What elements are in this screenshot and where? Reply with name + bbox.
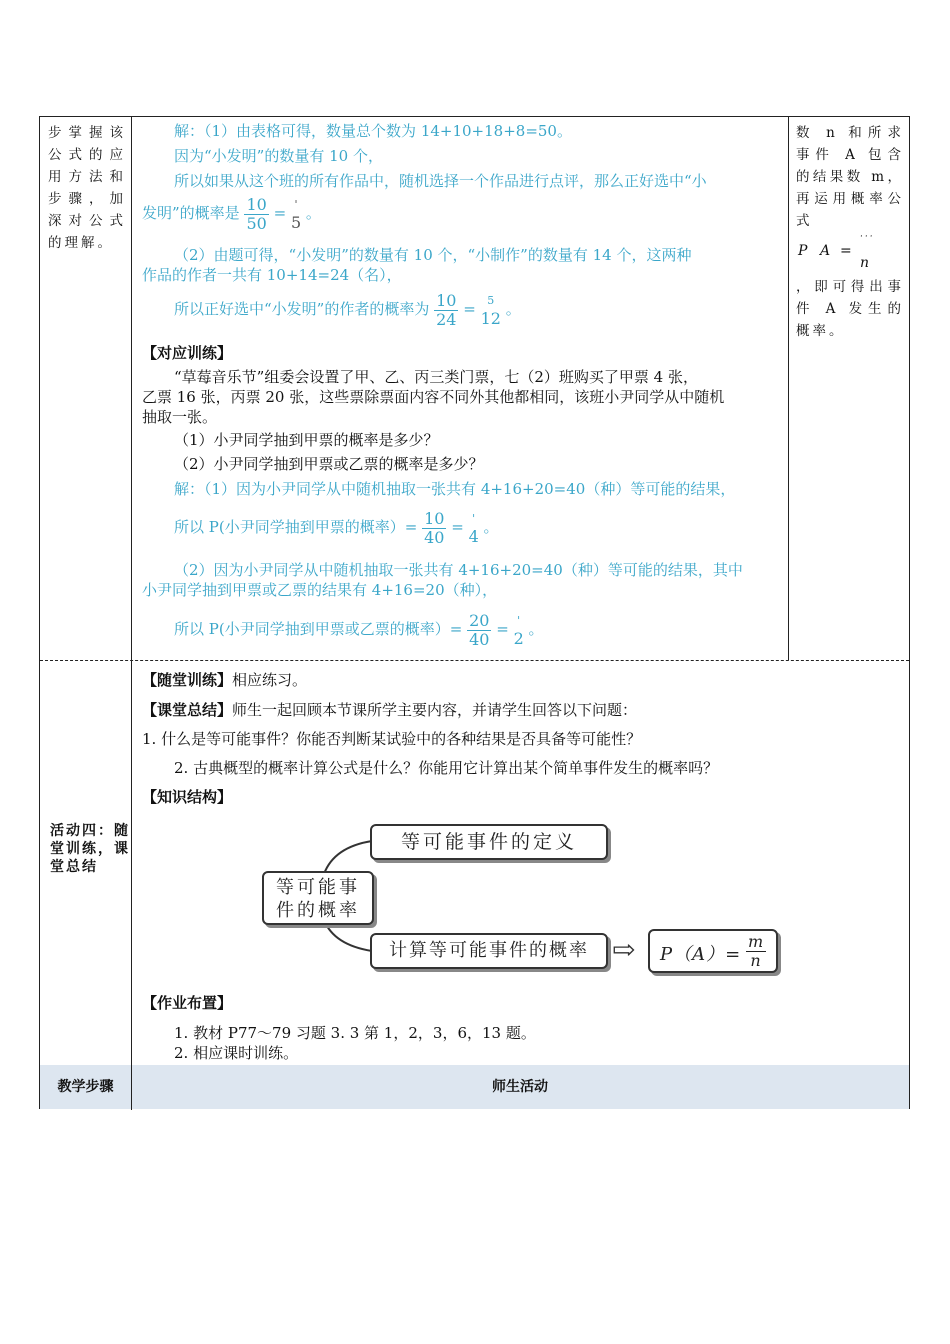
knowledge-mindmap [254,817,794,982]
header-teaching-steps: 教学步骤 [57,1079,114,1095]
homework-1: 1. 教材 P77～79 习题 3. 3 第 1，2，3，6，13 题。 [174,1024,536,1042]
training-a1: 解：（1）因为小尹同学从中随机抽取一张共有 4+16+20=40（种）等可能的结果， [174,480,736,498]
training-a2: 所以 P(小尹同学抽到甲票的概率）= $\frac{10}{40}$ = ' 4 。 [174,508,499,547]
training-title: 【对应训练】 [142,344,233,362]
divider-left [131,117,132,1110]
solution-line-3: 所以如果从这个班的所有作品中，随机选择一个作品进行点评，那么正好选中“小 [174,172,707,190]
header-teacher-student-activities: 师生活动 [492,1079,548,1095]
mindmap-top-node: 等可能事件的定义 [370,824,608,860]
fraction-result-4: ' 2 [513,614,524,648]
fraction-result-2: 5 12 [480,294,501,328]
fraction-result-3: ' 4 [468,512,479,546]
activity4-title: 活动四：随堂训练，课堂总结 [50,823,130,875]
fraction-10-24: $\frac{10}{24}$ [436,290,457,329]
solution-line-4: 发明”的概率是 $\frac{10}{50}$ = ' 5 。 [142,194,321,233]
training-a4: 小尹同学抽到甲票或乙票的结果有 4+16=20（种）， [142,581,498,599]
practice-line: 【随堂训练】相应练习。 [142,671,308,689]
mindmap-center-node: 等可能事 件的概率 [262,871,374,925]
summary-q2: 2. 古典概型的概率计算公式是什么？你能用它计算出某个简单事件发生的概率吗？ [174,759,719,777]
divider-right [788,117,789,660]
homework-2: 2. 相应课时训练。 [174,1044,299,1062]
homework-label: 【作业布置】 [142,994,233,1012]
right-note-formula: P A = ··· n [798,232,875,271]
structure-label: 【知识结构】 [142,788,233,806]
solution-line-6: 作品的作者一共有 10+14=24（名）， [142,266,402,284]
formula-fraction: $\frac{m}{n}$ [748,932,765,970]
table-header-row [40,1065,909,1109]
summary-line: 【课堂总结】师生一起回顾本节课所学主要内容，并请学生回答以下问题： [142,701,638,719]
training-q4: （1）小尹同学抽到甲票的概率是多少？ [174,431,439,449]
fraction-20-40: $\frac{20}{40}$ [469,610,490,649]
training-q1: “草莓音乐节”组委会设置了甲、乙、丙三类门票，七（2）班购买了甲票 4 张， [174,368,698,386]
header-divider [131,1065,132,1109]
fraction-10-50: $\frac{10}{50}$ [246,194,267,233]
right-note: 数 n 和所求事件 A 包含的结果数 m，再运用概率公式 P A = ··· n ，即可得出事件 A 发生的概率。 [796,125,904,339]
lesson-table [39,116,910,1109]
row-divider-dashed [40,660,909,661]
solution-line-2: 因为“小发明”的数量有 10 个， [174,147,383,165]
mindmap-bottom-node: 计算等可能事件的概率 [370,933,608,969]
training-q5: （2）小尹同学抽到甲票或乙票的概率是多少？ [174,455,484,473]
training-q3: 抽取一张。 [142,408,218,426]
summary-q1: 1. 什么是等可能事件？你能否判断某试验中的各种结果是否具备等可能性？ [142,730,642,748]
arrow-right-icon: ⇨ [612,933,636,966]
solution-line-1: 解：（1）由表格可得，数量总个数为 14+10+18+8=50。 [174,122,572,140]
mindmap-formula-node: P（A）= $\frac{m}{n}$ [648,929,778,973]
solution-line-5: （2）由题可得，“小发明”的数量有 10 个，“小制作”的数量有 14 个，这两种 [174,246,692,264]
fraction-10-40: $\frac{10}{40}$ [424,508,445,547]
training-a3: （2）因为小尹同学从中随机抽取一张共有 4+16+20=40（种）等可能的结果，其中 [174,561,743,579]
training-q2: 乙票 16 张，丙票 20 张，这些票除票面内容不同外其他都相同，该班小尹同学从中随机 [142,388,725,406]
solution-line-7: 所以正好选中“小发明”的作者的概率为 $\frac{10}{24}$ = 5 12 。 [174,290,521,329]
left-note: 步掌握该公式的应用方法和步骤，加深对公式的理解。 [48,125,126,251]
training-a5: 所以 P(小尹同学抽到甲票或乙票的概率）= $\frac{20}{40}$ = ' 2 。 [174,610,544,649]
fraction-result-1: ' 5 [290,198,302,232]
